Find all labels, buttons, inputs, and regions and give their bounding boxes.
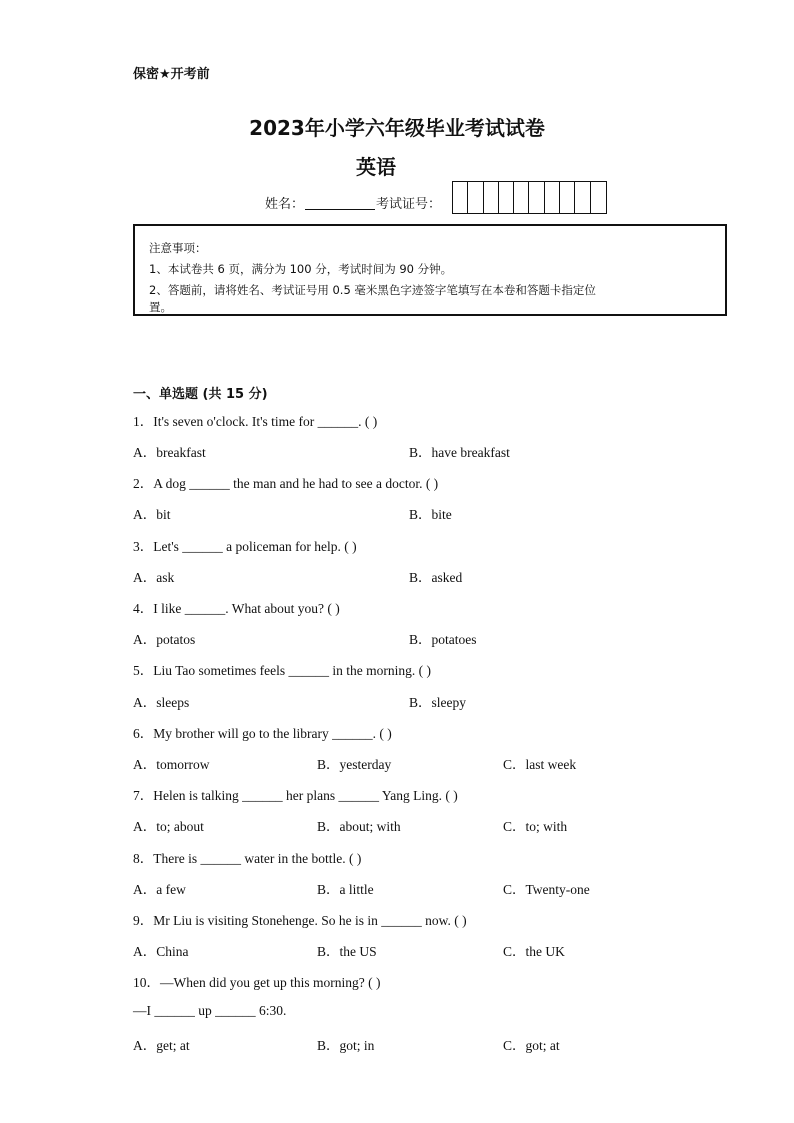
notice-line-1: 1、本试卷共 6 页，满分为 100 分，考试时间为 90 分钟。 — [149, 262, 453, 276]
exam-id-box[interactable] — [453, 182, 468, 213]
exam-id-box[interactable] — [484, 182, 499, 213]
exam-id-box[interactable] — [514, 182, 529, 213]
section-title: 一、单选题 (共 15 分) — [133, 387, 268, 402]
answer-option[interactable]: C．the UK — [503, 944, 565, 959]
question-text: 7．Helen is talking ______ her plans ______ Yang Ling. ( ) — [133, 788, 458, 803]
exam-id-box[interactable] — [529, 182, 544, 213]
answer-option[interactable]: B．sleepy — [409, 695, 466, 710]
answer-option[interactable]: A．breakfast — [133, 445, 206, 460]
answer-option[interactable]: C．got; at — [503, 1038, 560, 1053]
answer-option[interactable]: A．bit — [133, 507, 171, 522]
question-text: 9．Mr Liu is visiting Stonehenge. So he is in ______ now. ( ) — [133, 913, 467, 928]
question-text: 8．There is ______ water in the bottle. ( ) — [133, 851, 362, 866]
notice-box — [133, 224, 727, 316]
answer-option[interactable]: B．about; with — [317, 819, 401, 834]
answer-option[interactable]: B．potatoes — [409, 632, 477, 647]
answer-option[interactable]: A．a few — [133, 882, 186, 897]
question-text: 10．—When did you get up this morning? ( ) — [133, 975, 381, 990]
answer-option[interactable]: A．potatos — [133, 632, 196, 647]
answer-option[interactable]: A．China — [133, 944, 189, 959]
name-label: 姓名： — [265, 197, 305, 212]
question-text: 2．A dog ______ the man and he had to see a doctor. ( ) — [133, 476, 439, 491]
notice-line-2: 2、答题前，请将姓名、考试证号用 0.5 毫米黑色字迹签字笔填写在本卷和答题卡指定位 — [149, 283, 596, 297]
exam-id-boxes[interactable] — [452, 181, 607, 214]
exam-id-box[interactable] — [575, 182, 590, 213]
name-blank[interactable] — [305, 209, 375, 210]
answer-option[interactable]: C．Twenty-one — [503, 882, 590, 897]
answer-option[interactable]: B．yesterday — [317, 757, 392, 772]
exam-id-box[interactable] — [499, 182, 514, 213]
notice-line-2-cont: 置。 — [149, 300, 172, 314]
candidate-info-row — [265, 193, 441, 212]
exam-id-box[interactable] — [591, 182, 606, 213]
answer-option[interactable]: B．have breakfast — [409, 445, 510, 460]
answer-option[interactable]: C．to; with — [503, 819, 568, 834]
exam-id-box[interactable] — [468, 182, 483, 213]
question-text: 6．My brother will go to the library ______. ( ) — [133, 726, 392, 741]
question-text: 1．It's seven o'clock. It's time for ______. ( ) — [133, 414, 378, 429]
exam-subject: 英语 — [356, 155, 396, 179]
confidential-label: 保密★开考前 — [133, 67, 210, 82]
question-text: 4．I like ______. What about you? ( ) — [133, 601, 340, 616]
answer-option[interactable]: B．asked — [409, 570, 463, 585]
exam-id-label: 考试证号： — [376, 197, 442, 212]
exam-id-box[interactable] — [545, 182, 560, 213]
notice-heading: 注意事项： — [149, 241, 207, 255]
exam-title: 2023年小学六年级毕业考试试卷 — [249, 116, 545, 140]
exam-id-box[interactable] — [560, 182, 575, 213]
answer-option[interactable]: B．a little — [317, 882, 374, 897]
answer-option[interactable]: A．get; at — [133, 1038, 190, 1053]
answer-option[interactable]: A．tomorrow — [133, 757, 210, 772]
answer-option[interactable]: B．got; in — [317, 1038, 375, 1053]
answer-option[interactable]: A．to; about — [133, 819, 204, 834]
question-text: 5．Liu Tao sometimes feels ______ in the morning. ( ) — [133, 663, 432, 678]
question-text: 3．Let's ______ a policeman for help. ( ) — [133, 539, 357, 554]
question-subline: —I ______ up ______ 6:30. — [133, 1003, 287, 1018]
answer-option[interactable]: C．last week — [503, 757, 577, 772]
answer-option[interactable]: B．the US — [317, 944, 377, 959]
answer-option[interactable]: A．ask — [133, 570, 175, 585]
answer-option[interactable]: A．sleeps — [133, 695, 190, 710]
answer-option[interactable]: B．bite — [409, 507, 452, 522]
